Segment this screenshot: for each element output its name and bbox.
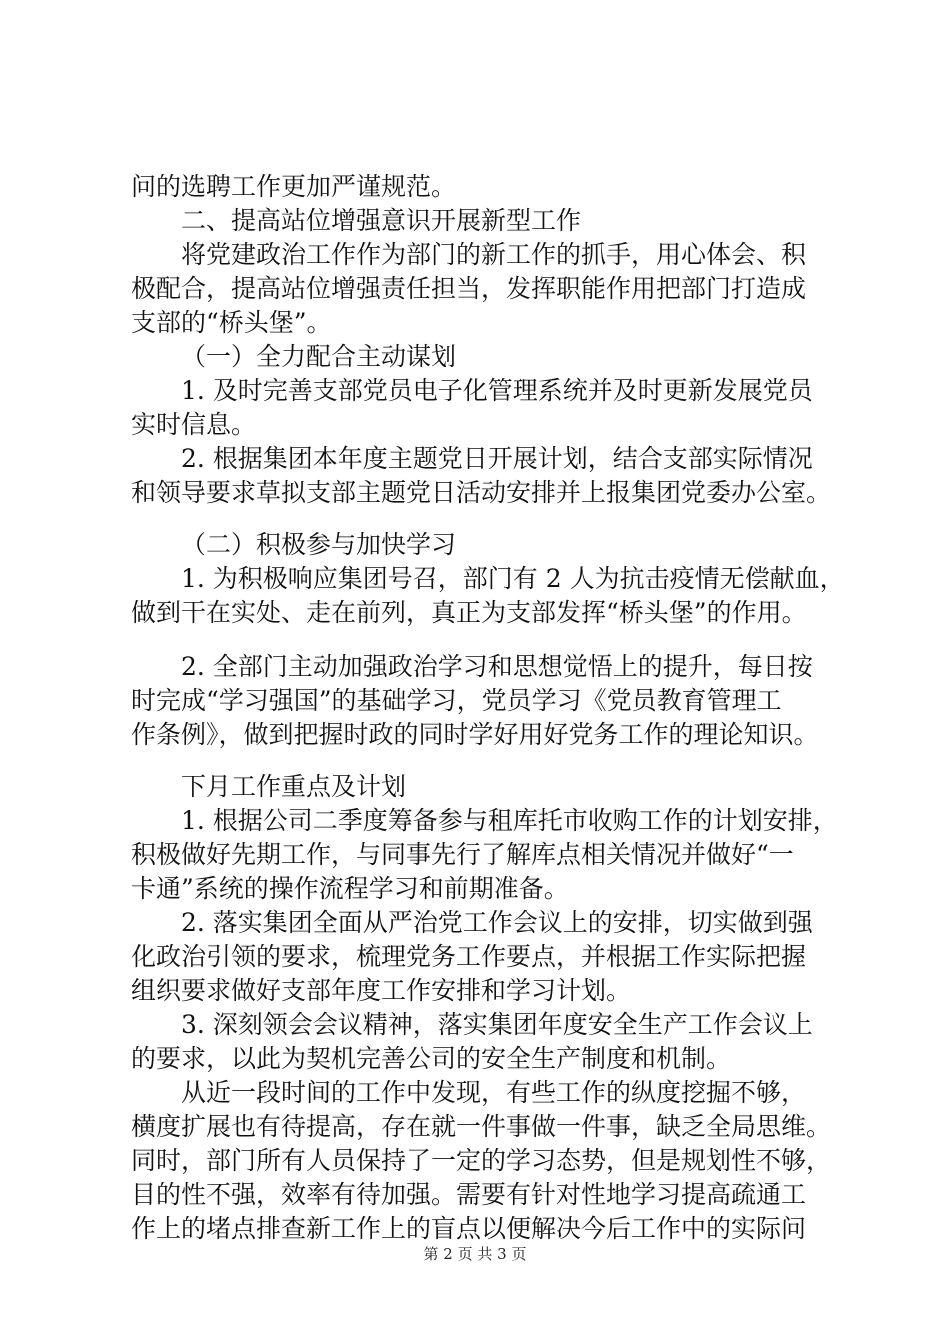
text-line: 时完成“学习强国”的基础学习，党员学习《党员教育管理工 [131,686,782,715]
text-line: 从近一段时间的工作中发现，有些工作的纵度挖掘不够， [181,1078,807,1107]
text-line: 1. 为积极响应集团号召，部门有 2 人为抗击疫情无偿献血， [181,564,845,593]
text-line: 1. 根据公司二季度筹备参与租库托市收购工作的计划安排， [181,806,838,835]
text-line: 支部的“桥头堡”。 [131,308,332,337]
text-line: 的要求，以此为契机完善公司的安全生产制度和机制。 [131,1044,732,1073]
subsection-heading: （一）全力配合主动谋划 [181,342,457,371]
text-line: 将党建政治工作作为部门的新工作的抓手，用心体会、积 [181,240,807,269]
text-line: 2. 全部门主动加强政治学习和思想觉悟上的提升，每日按 [181,652,813,681]
text-line: 2. 根据集团本年度主题党日开展计划，结合支部实际情况 [181,444,813,473]
text-line: 2. 落实集团全面从严治党工作会议上的安排，切实做到强 [181,908,813,937]
section-heading: 二、提高站位增强意识开展新型工作 [181,206,582,235]
text-line: 1. 及时完善支部党员电子化管理系统并及时更新发展党员 [181,376,813,405]
section-heading: 下月工作重点及计划 [181,772,407,801]
text-line: 作条例》，做到把握时政的同时学好用好党务工作的理论知识。 [131,720,819,749]
text-line: 实时信息。 [131,410,257,439]
text-line: 同时，部门所有人员保持了一定的学习态势，但是规划性不够， [131,1146,832,1175]
text-line: 积极做好先期工作，与同事先行了解库点相关情况并做好“一 [131,840,794,869]
text-line: 做到干在实处、走在前列，真正为支部发挥“桥头堡”的作用。 [131,598,807,627]
text-line: 卡通”系统的操作流程学习和前期准备。 [131,874,569,903]
text-line: 问的选聘工作更加严谨规范。 [131,172,457,201]
text-line: 目的性不强，效率有待加强。需要有针对性地学习提高疏通工 [131,1180,807,1209]
text-line: 和领导要求草拟支部主题党日活动安排并上报集团党委办公室。 [131,478,832,507]
text-line: 3. 深刻领会会议精神，落实集团年度安全生产工作会议上 [181,1010,813,1039]
text-line: 作上的堵点排查新工作上的盲点以便解决今后工作中的实际问 [131,1214,807,1243]
text-line: 组织要求做好支部年度工作安排和学习计划。 [131,976,632,1005]
subsection-heading: （二）积极参与加快学习 [181,530,457,559]
text-line: 横度扩展也有待提高，存在就一件事做一件事，缺乏全局思维。 [131,1112,832,1141]
text-line: 极配合，提高站位增强责任担当，发挥职能作用把部门打造成 [131,274,807,303]
page-footer: 第 2 页 共 3 页 [423,1245,527,1263]
text-line: 化政治引领的要求，梳理党务工作要点，并根据工作实际把握 [131,942,807,971]
